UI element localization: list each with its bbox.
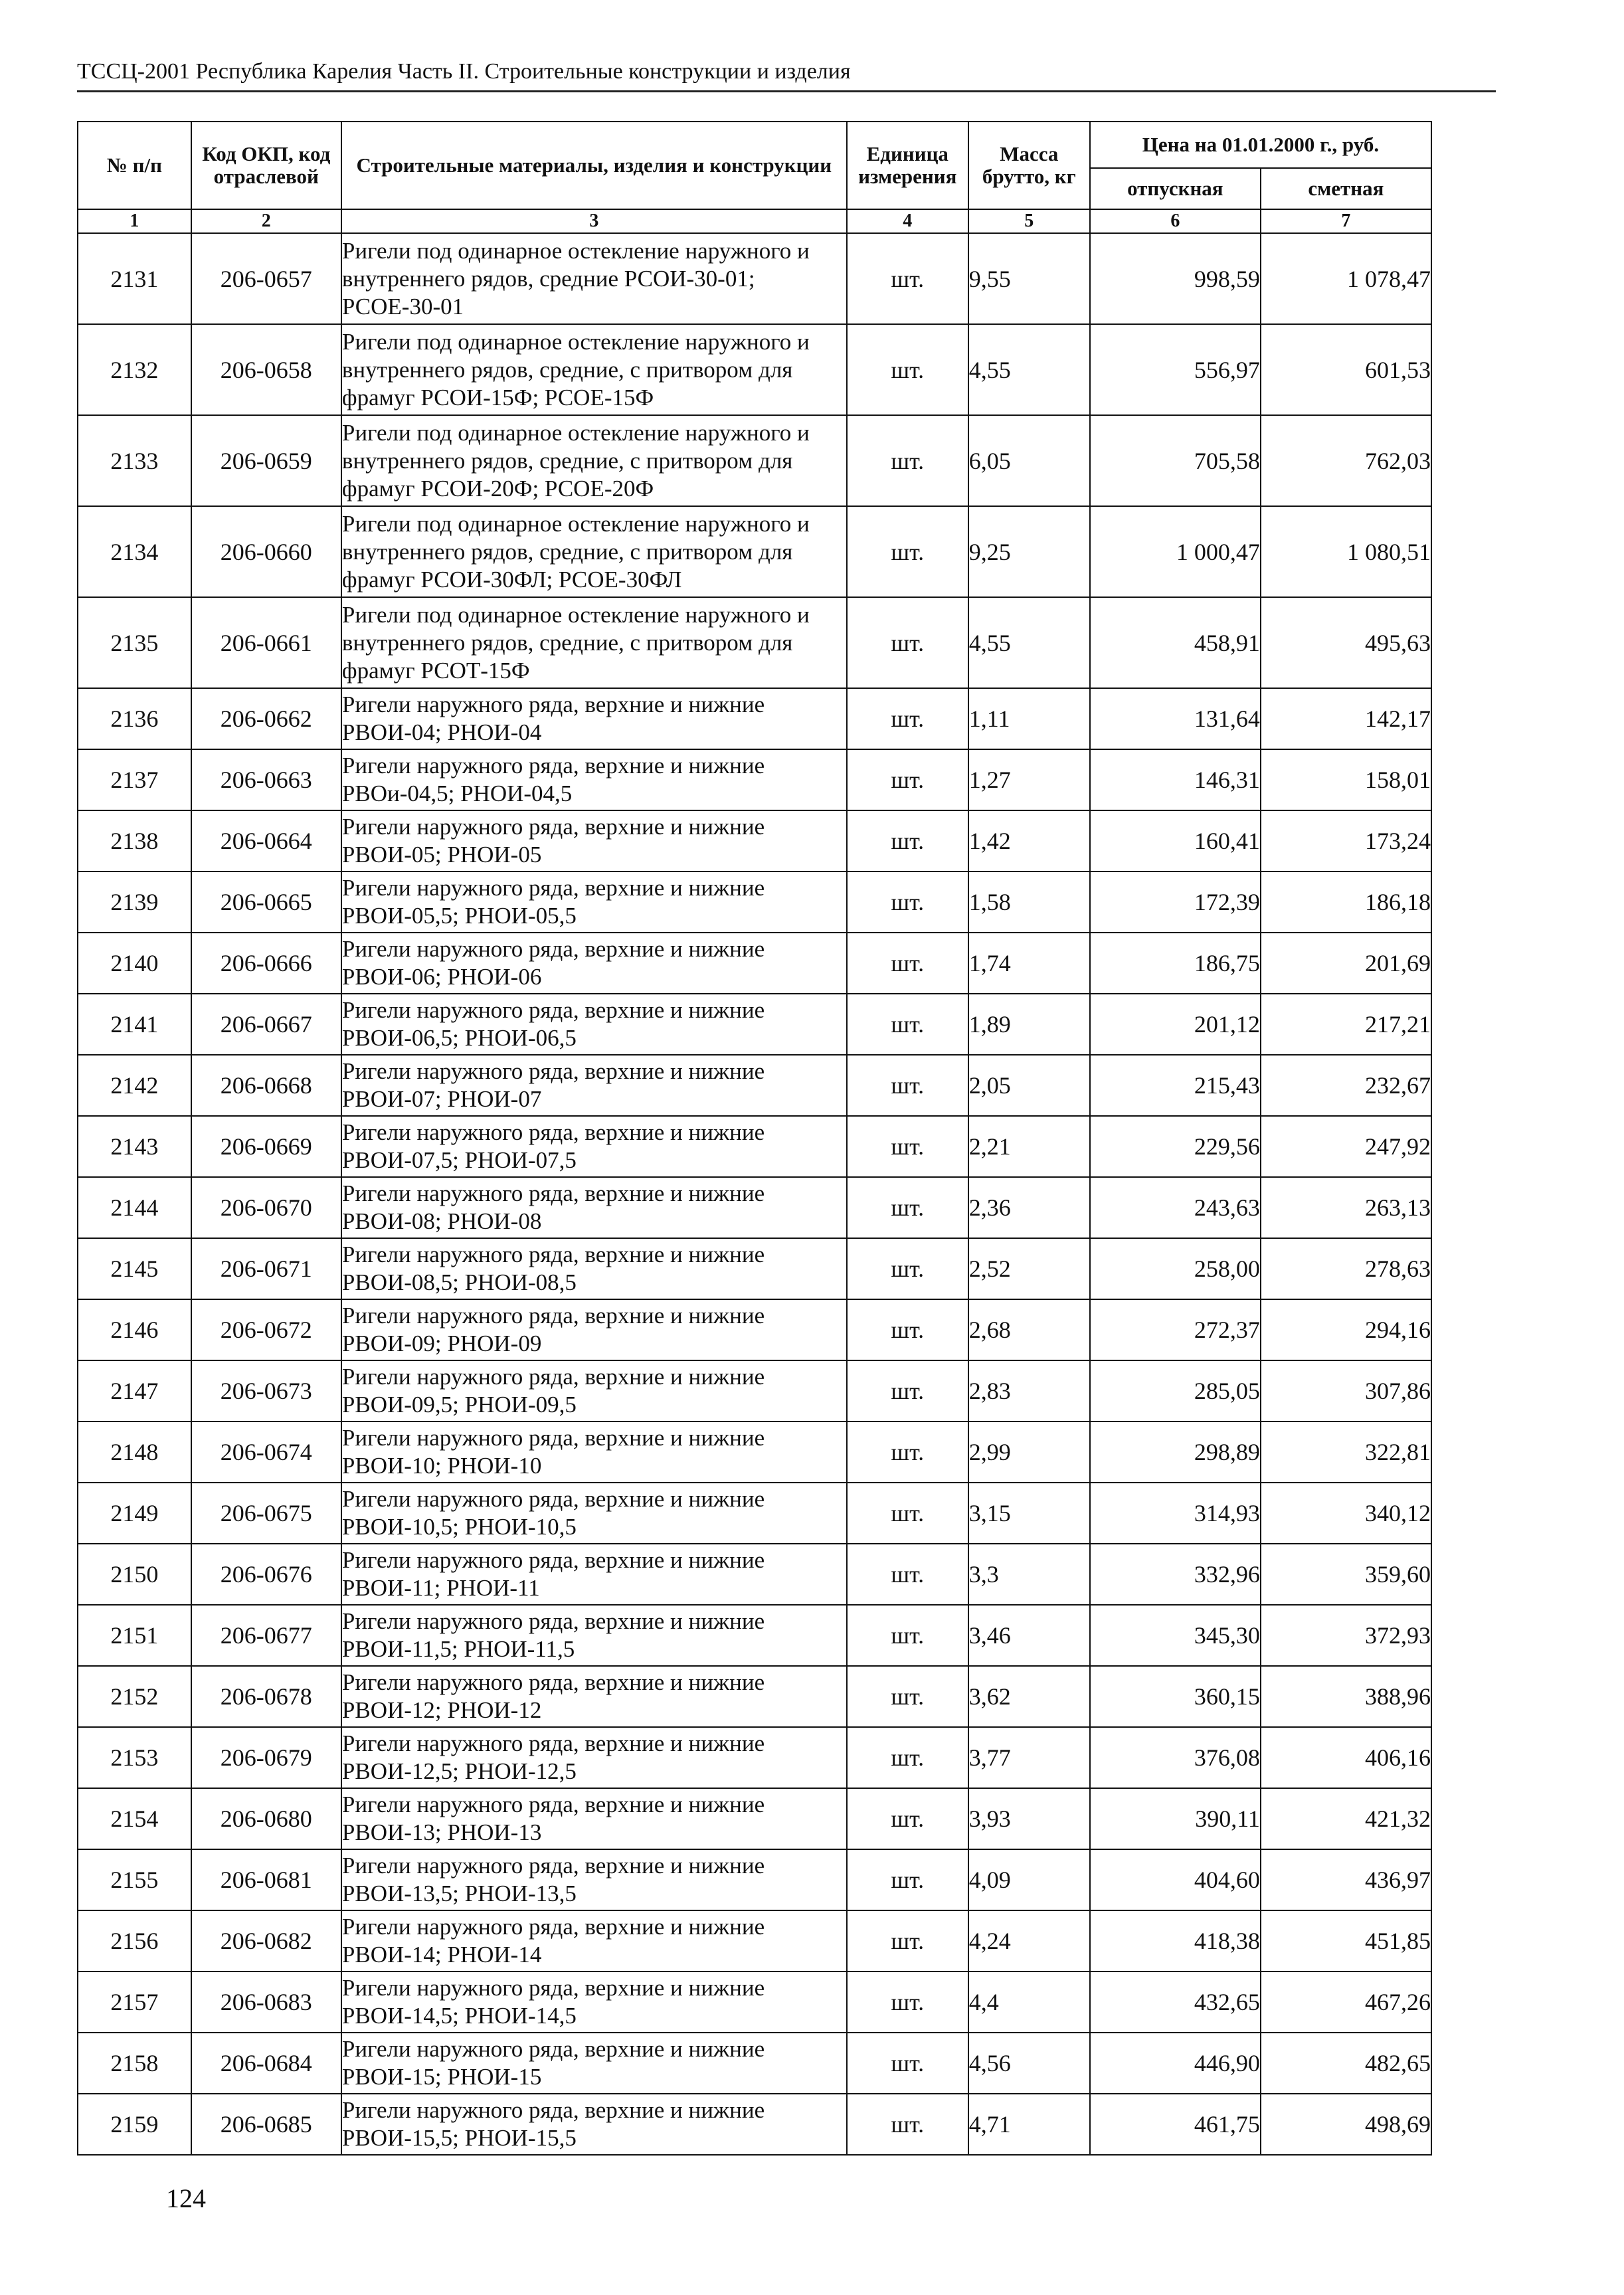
table-row (78, 2033, 1431, 2094)
table-body (78, 233, 1431, 2155)
okp-code: 206-0675 (191, 1483, 341, 1544)
okp-code: 206-0658 (191, 324, 341, 415)
item-description: Ригели наружного ряда, верхние и нижние РВОИ-09,5; РНОИ-09,5 (341, 1360, 847, 1422)
price-release-cell: 160,41 (1090, 810, 1261, 872)
unit-cell: шт. (847, 233, 968, 324)
price-release-cell: 314,93 (1090, 1483, 1261, 1544)
row-number: 2139 (78, 872, 191, 933)
mass-cell: 1,42 (968, 810, 1090, 872)
okp-code: 206-0667 (191, 994, 341, 1055)
table-row (78, 1299, 1431, 1360)
row-number: 2156 (78, 1910, 191, 1972)
item-description: Ригели наружного ряда, верхние и нижние РВОИ-14,5; РНОИ-14,5 (341, 1972, 847, 2033)
row-number: 2148 (78, 1422, 191, 1483)
table-header (78, 122, 1431, 233)
price-estimate-cell: 482,65 (1261, 2033, 1431, 2094)
price-release-cell: 258,00 (1090, 1238, 1261, 1299)
header-num: № п/п (78, 122, 191, 209)
table-row (78, 1972, 1431, 2033)
row-number: 2137 (78, 749, 191, 810)
column-number: 5 (968, 209, 1090, 233)
item-description: Ригели наружного ряда, верхние и нижние РВОи-04,5; РНОИ-04,5 (341, 749, 847, 810)
item-description: Ригели наружного ряда, верхние и нижние РВОИ-11; РНОИ-11 (341, 1544, 847, 1605)
price-release-cell: 390,11 (1090, 1788, 1261, 1849)
item-description: Ригели под одинарное остекление наружного и внутреннего рядов, средние, с притвором для фрамуг РСОИ-15Ф; РСОЕ-15Ф (341, 324, 847, 415)
item-description: Ригели наружного ряда, верхние и нижние РВОИ-10; РНОИ-10 (341, 1422, 847, 1483)
table-row (78, 1116, 1431, 1177)
item-description: Ригели под одинарное остекление наружного и внутреннего рядов, средние, с притвором для фрамуг РСОТ-15Ф (341, 597, 847, 688)
price-release-cell: 418,38 (1090, 1910, 1261, 1972)
price-estimate-cell: 186,18 (1261, 872, 1431, 933)
table-row (78, 872, 1431, 933)
mass-cell: 6,05 (968, 415, 1090, 506)
table-row (78, 1483, 1431, 1544)
price-release-cell: 998,59 (1090, 233, 1261, 324)
item-description: Ригели наружного ряда, верхние и нижние РВОИ-10,5; РНОИ-10,5 (341, 1483, 847, 1544)
price-estimate-cell: 340,12 (1261, 1483, 1431, 1544)
mass-cell: 9,25 (968, 506, 1090, 597)
row-number: 2151 (78, 1605, 191, 1666)
table-row (78, 1910, 1431, 1972)
mass-cell: 4,09 (968, 1849, 1090, 1910)
row-number: 2145 (78, 1238, 191, 1299)
okp-code: 206-0680 (191, 1788, 341, 1849)
price-estimate-cell: 232,67 (1261, 1055, 1431, 1116)
unit-cell: шт. (847, 688, 968, 749)
price-release-cell: 446,90 (1090, 2033, 1261, 2094)
mass-cell: 3,3 (968, 1544, 1090, 1605)
unit-cell: шт. (847, 1605, 968, 1666)
table-row (78, 1605, 1431, 1666)
table-row (78, 688, 1431, 749)
unit-cell: шт. (847, 2094, 968, 2155)
price-release-cell: 146,31 (1090, 749, 1261, 810)
price-estimate-cell: 467,26 (1261, 1972, 1431, 2033)
mass-cell: 3,93 (968, 1788, 1090, 1849)
item-description: Ригели наружного ряда, верхние и нижние РВОИ-12,5; РНОИ-12,5 (341, 1727, 847, 1788)
mass-cell: 3,62 (968, 1666, 1090, 1727)
row-number: 2136 (78, 688, 191, 749)
header-okp: Код ОКП, код отраслевой (191, 122, 341, 209)
price-release-cell: 705,58 (1090, 415, 1261, 506)
table-row (78, 1666, 1431, 1727)
mass-cell: 1,11 (968, 688, 1090, 749)
unit-cell: шт. (847, 1422, 968, 1483)
column-number: 4 (847, 209, 968, 233)
price-estimate-cell: 142,17 (1261, 688, 1431, 749)
price-estimate-cell: 388,96 (1261, 1666, 1431, 1727)
unit-cell: шт. (847, 749, 968, 810)
running-header: ТССЦ-2001 Республика Карелия Часть II. Строительные конструкции и изделия (77, 58, 1496, 92)
row-number: 2149 (78, 1483, 191, 1544)
okp-code: 206-0666 (191, 933, 341, 994)
price-estimate-cell: 762,03 (1261, 415, 1431, 506)
unit-cell: шт. (847, 1666, 968, 1727)
price-release-cell: 285,05 (1090, 1360, 1261, 1422)
item-description: Ригели наружного ряда, верхние и нижние РВОИ-15; РНОИ-15 (341, 2033, 847, 2094)
unit-cell: шт. (847, 2033, 968, 2094)
unit-cell: шт. (847, 933, 968, 994)
price-estimate-cell: 498,69 (1261, 2094, 1431, 2155)
price-estimate-cell: 247,92 (1261, 1116, 1431, 1177)
column-number: 2 (191, 209, 341, 233)
table-row (78, 810, 1431, 872)
item-description: Ригели наружного ряда, верхние и нижние РВОИ-09; РНОИ-09 (341, 1299, 847, 1360)
price-release-cell: 298,89 (1090, 1422, 1261, 1483)
header-price-group: Цена на 01.01.2000 г., руб. (1090, 122, 1431, 168)
okp-code: 206-0671 (191, 1238, 341, 1299)
table-row (78, 1788, 1431, 1849)
price-release-cell: 201,12 (1090, 994, 1261, 1055)
okp-code: 206-0670 (191, 1177, 341, 1238)
okp-code: 206-0684 (191, 2033, 341, 2094)
item-description: Ригели под одинарное остекление наружного и внутреннего рядов, средние, с притвором для фрамуг РСОИ-30ФЛ; РСОЕ-30ФЛ (341, 506, 847, 597)
mass-cell: 4,55 (968, 324, 1090, 415)
column-number: 1 (78, 209, 191, 233)
price-estimate-cell: 359,60 (1261, 1544, 1431, 1605)
row-number: 2142 (78, 1055, 191, 1116)
price-estimate-cell: 436,97 (1261, 1849, 1431, 1910)
price-table (77, 121, 1432, 2156)
mass-cell: 4,4 (968, 1972, 1090, 2033)
okp-code: 206-0676 (191, 1544, 341, 1605)
table-row (78, 233, 1431, 324)
table-row (78, 324, 1431, 415)
price-estimate-cell: 173,24 (1261, 810, 1431, 872)
item-description: Ригели наружного ряда, верхние и нижние РВОИ-05,5; РНОИ-05,5 (341, 872, 847, 933)
row-number: 2155 (78, 1849, 191, 1910)
unit-cell: шт. (847, 1177, 968, 1238)
unit-cell: шт. (847, 810, 968, 872)
price-estimate-cell: 451,85 (1261, 1910, 1431, 1972)
mass-cell: 4,55 (968, 597, 1090, 688)
column-numbers-row (78, 209, 1431, 233)
table-row (78, 1238, 1431, 1299)
price-release-cell: 229,56 (1090, 1116, 1261, 1177)
header-unit: Единица измерения (847, 122, 968, 209)
row-number: 2140 (78, 933, 191, 994)
row-number: 2150 (78, 1544, 191, 1605)
header-name: Строительные материалы, изделия и конструкции (341, 122, 847, 209)
okp-code: 206-0677 (191, 1605, 341, 1666)
unit-cell: шт. (847, 1544, 968, 1605)
okp-code: 206-0657 (191, 233, 341, 324)
row-number: 2154 (78, 1788, 191, 1849)
table-row (78, 1849, 1431, 1910)
unit-cell: шт. (847, 1238, 968, 1299)
okp-code: 206-0663 (191, 749, 341, 810)
table-row (78, 415, 1431, 506)
okp-code: 206-0665 (191, 872, 341, 933)
column-number: 6 (1090, 209, 1261, 233)
okp-code: 206-0661 (191, 597, 341, 688)
price-estimate-cell: 1 078,47 (1261, 233, 1431, 324)
row-number: 2153 (78, 1727, 191, 1788)
unit-cell: шт. (847, 1788, 968, 1849)
row-number: 2133 (78, 415, 191, 506)
mass-cell: 1,74 (968, 933, 1090, 994)
price-release-cell: 131,64 (1090, 688, 1261, 749)
price-estimate-cell: 263,13 (1261, 1177, 1431, 1238)
item-description: Ригели наружного ряда, верхние и нижние РВОИ-12; РНОИ-12 (341, 1666, 847, 1727)
item-description: Ригели наружного ряда, верхние и нижние РВОИ-07,5; РНОИ-07,5 (341, 1116, 847, 1177)
okp-code: 206-0678 (191, 1666, 341, 1727)
item-description: Ригели наружного ряда, верхние и нижние РВОИ-04; РНОИ-04 (341, 688, 847, 749)
mass-cell: 2,05 (968, 1055, 1090, 1116)
mass-cell: 3,46 (968, 1605, 1090, 1666)
price-release-cell: 556,97 (1090, 324, 1261, 415)
row-number: 2138 (78, 810, 191, 872)
table-row (78, 1055, 1431, 1116)
row-number: 2143 (78, 1116, 191, 1177)
table-row (78, 749, 1431, 810)
header-price-release: отпускная (1090, 168, 1261, 209)
unit-cell: шт. (847, 1849, 968, 1910)
mass-cell: 1,58 (968, 872, 1090, 933)
price-estimate-cell: 278,63 (1261, 1238, 1431, 1299)
table-row (78, 597, 1431, 688)
price-release-cell: 332,96 (1090, 1544, 1261, 1605)
okp-code: 206-0664 (191, 810, 341, 872)
row-number: 2134 (78, 506, 191, 597)
item-description: Ригели наружного ряда, верхние и нижние РВОИ-15,5; РНОИ-15,5 (341, 2094, 847, 2155)
price-release-cell: 172,39 (1090, 872, 1261, 933)
unit-cell: шт. (847, 994, 968, 1055)
unit-cell: шт. (847, 1360, 968, 1422)
page-number: 124 (166, 2183, 206, 2213)
price-release-cell: 404,60 (1090, 1849, 1261, 1910)
row-number: 2146 (78, 1299, 191, 1360)
mass-cell: 2,52 (968, 1238, 1090, 1299)
mass-cell: 9,55 (968, 233, 1090, 324)
price-release-cell: 215,43 (1090, 1055, 1261, 1116)
item-description: Ригели наружного ряда, верхние и нижние РВОИ-06; РНОИ-06 (341, 933, 847, 994)
item-description: Ригели наружного ряда, верхние и нижние РВОИ-08; РНОИ-08 (341, 1177, 847, 1238)
table-row (78, 1727, 1431, 1788)
price-estimate-cell: 201,69 (1261, 933, 1431, 994)
row-number: 2159 (78, 2094, 191, 2155)
price-estimate-cell: 1 080,51 (1261, 506, 1431, 597)
price-release-cell: 432,65 (1090, 1972, 1261, 2033)
unit-cell: шт. (847, 506, 968, 597)
row-number: 2141 (78, 994, 191, 1055)
mass-cell: 1,89 (968, 994, 1090, 1055)
okp-code: 206-0674 (191, 1422, 341, 1483)
row-number: 2157 (78, 1972, 191, 2033)
price-estimate-cell: 601,53 (1261, 324, 1431, 415)
price-release-cell: 458,91 (1090, 597, 1261, 688)
okp-code: 206-0669 (191, 1116, 341, 1177)
mass-cell: 2,36 (968, 1177, 1090, 1238)
item-description: Ригели наружного ряда, верхние и нижние РВОИ-07; РНОИ-07 (341, 1055, 847, 1116)
price-release-cell: 360,15 (1090, 1666, 1261, 1727)
price-estimate-cell: 158,01 (1261, 749, 1431, 810)
column-number: 3 (341, 209, 847, 233)
row-number: 2147 (78, 1360, 191, 1422)
price-release-cell: 1 000,47 (1090, 506, 1261, 597)
mass-cell: 4,56 (968, 2033, 1090, 2094)
okp-code: 206-0672 (191, 1299, 341, 1360)
price-release-cell: 186,75 (1090, 933, 1261, 994)
row-number: 2144 (78, 1177, 191, 1238)
price-estimate-cell: 294,16 (1261, 1299, 1431, 1360)
price-estimate-cell: 322,81 (1261, 1422, 1431, 1483)
price-estimate-cell: 495,63 (1261, 597, 1431, 688)
unit-cell: шт. (847, 1299, 968, 1360)
price-release-cell: 345,30 (1090, 1605, 1261, 1666)
okp-code: 206-0660 (191, 506, 341, 597)
price-estimate-cell: 372,93 (1261, 1605, 1431, 1666)
okp-code: 206-0682 (191, 1910, 341, 1972)
mass-cell: 3,77 (968, 1727, 1090, 1788)
table-row (78, 1422, 1431, 1483)
price-release-cell: 272,37 (1090, 1299, 1261, 1360)
price-release-cell: 376,08 (1090, 1727, 1261, 1788)
mass-cell: 1,27 (968, 749, 1090, 810)
table-row (78, 1177, 1431, 1238)
item-description: Ригели наружного ряда, верхние и нижние РВОИ-13,5; РНОИ-13,5 (341, 1849, 847, 1910)
unit-cell: шт. (847, 1910, 968, 1972)
table-row (78, 1544, 1431, 1605)
header-price-estimate: сметная (1261, 168, 1431, 209)
unit-cell: шт. (847, 415, 968, 506)
row-number: 2158 (78, 2033, 191, 2094)
price-release-cell: 243,63 (1090, 1177, 1261, 1238)
unit-cell: шт. (847, 1727, 968, 1788)
table-row (78, 1360, 1431, 1422)
mass-cell: 2,68 (968, 1299, 1090, 1360)
mass-cell: 2,99 (968, 1422, 1090, 1483)
okp-code: 206-0685 (191, 2094, 341, 2155)
okp-code: 206-0659 (191, 415, 341, 506)
table-row (78, 506, 1431, 597)
item-description: Ригели под одинарное остекление наружного и внутреннего рядов, средние, с притвором для фрамуг РСОИ-20Ф; РСОЕ-20Ф (341, 415, 847, 506)
price-estimate-cell: 421,32 (1261, 1788, 1431, 1849)
mass-cell: 4,24 (968, 1910, 1090, 1972)
table-row (78, 2094, 1431, 2155)
price-estimate-cell: 406,16 (1261, 1727, 1431, 1788)
item-description: Ригели наружного ряда, верхние и нижние РВОИ-05; РНОИ-05 (341, 810, 847, 872)
mass-cell: 2,83 (968, 1360, 1090, 1422)
item-description: Ригели наружного ряда, верхние и нижние РВОИ-14; РНОИ-14 (341, 1910, 847, 1972)
unit-cell: шт. (847, 1116, 968, 1177)
okp-code: 206-0662 (191, 688, 341, 749)
okp-code: 206-0679 (191, 1727, 341, 1788)
unit-cell: шт. (847, 872, 968, 933)
okp-code: 206-0683 (191, 1972, 341, 2033)
mass-cell: 4,71 (968, 2094, 1090, 2155)
item-description: Ригели наружного ряда, верхние и нижние РВОИ-08,5; РНОИ-08,5 (341, 1238, 847, 1299)
item-description: Ригели наружного ряда, верхние и нижние РВОИ-11,5; РНОИ-11,5 (341, 1605, 847, 1666)
okp-code: 206-0673 (191, 1360, 341, 1422)
unit-cell: шт. (847, 1055, 968, 1116)
column-number: 7 (1261, 209, 1431, 233)
price-estimate-cell: 307,86 (1261, 1360, 1431, 1422)
item-description: Ригели наружного ряда, верхние и нижние РВОИ-13; РНОИ-13 (341, 1788, 847, 1849)
row-number: 2132 (78, 324, 191, 415)
item-description: Ригели под одинарное остекление наружного и внутреннего рядов, средние РСОИ-30-01; РСОЕ-30-01 (341, 233, 847, 324)
unit-cell: шт. (847, 597, 968, 688)
row-number: 2135 (78, 597, 191, 688)
okp-code: 206-0668 (191, 1055, 341, 1116)
mass-cell: 2,21 (968, 1116, 1090, 1177)
price-release-cell: 461,75 (1090, 2094, 1261, 2155)
okp-code: 206-0681 (191, 1849, 341, 1910)
mass-cell: 3,15 (968, 1483, 1090, 1544)
unit-cell: шт. (847, 324, 968, 415)
row-number: 2152 (78, 1666, 191, 1727)
item-description: Ригели наружного ряда, верхние и нижние РВОИ-06,5; РНОИ-06,5 (341, 994, 847, 1055)
header-mass: Масса брутто, кг (968, 122, 1090, 209)
table-row (78, 933, 1431, 994)
table-row (78, 994, 1431, 1055)
unit-cell: шт. (847, 1972, 968, 2033)
price-estimate-cell: 217,21 (1261, 994, 1431, 1055)
unit-cell: шт. (847, 1483, 968, 1544)
row-number: 2131 (78, 233, 191, 324)
